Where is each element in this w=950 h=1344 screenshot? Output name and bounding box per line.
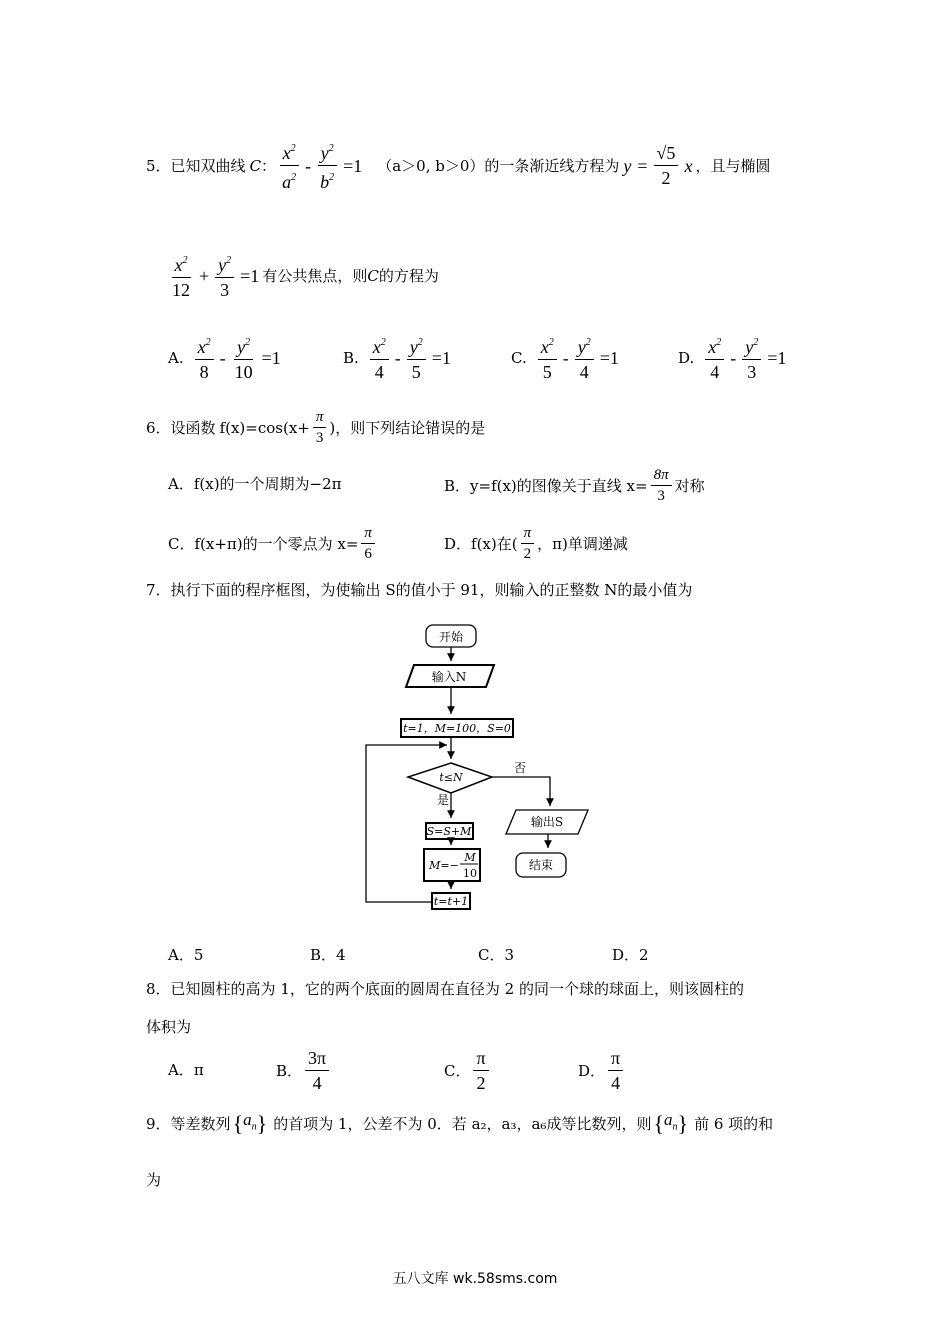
q7-option-d: D．2 [612, 946, 649, 964]
q5-frac-y2b2: $\frac{y^2}{b^2}$ [317, 138, 337, 193]
q8-option-c: C． $\frac{\pi}{2}$ [444, 1047, 492, 1094]
flow-end-label: 结束 [528, 858, 554, 872]
q5-line2 [166, 250, 439, 301]
q8-option-d: D． $\frac{\pi}{4}$ [578, 1047, 626, 1094]
flow-step2-num: M [464, 851, 476, 864]
flow-init-label: t=1，M=100，S=0 [403, 722, 511, 735]
q5-eq1: =1 [343, 155, 363, 176]
flow-step2-label: M=− [429, 859, 459, 872]
q5-ellipse-eq: =1 [240, 265, 260, 286]
flow-start-label: 开始 [438, 630, 464, 644]
q5-text4: 的方程为 [378, 266, 439, 285]
flow-step2-den: 10 [463, 867, 477, 880]
q5-line1 [146, 138, 770, 193]
flow-cond-label: t≤N [439, 771, 463, 784]
q5-var-c2: C [367, 266, 379, 285]
q7-option-a: A．5 [168, 946, 204, 964]
q6-option-d: D．f(x)在( $\frac{\pi}{2}$ ，π)单调递减 [444, 525, 628, 562]
q5-colon: ： [261, 156, 277, 175]
q5-ellipse-frac1: $\frac{x^2}{12}$ [169, 250, 193, 301]
q8-line2: 体积为 [146, 1018, 192, 1036]
q5-asym-y: y [623, 155, 632, 176]
flow-no-label: 否 [513, 761, 527, 775]
flow-output-label: 输出S [530, 815, 564, 829]
q9-line1: 9． 等差数列 { $a_n$ } 的首项为 1，公差不为 0．若 a₂，a₃，a₆成等比数列，则 { $a_n$ } 前 6 项的和 [146, 1110, 774, 1136]
q8-option-a: A．π [168, 1061, 204, 1079]
q7-option-b: B．4 [310, 946, 346, 964]
q5-text3: 有公共焦点，则 [262, 266, 368, 285]
q5-asym-x: x [684, 155, 693, 176]
flow-step3-label: t=t+1 [433, 895, 469, 908]
q5-minus: - [305, 155, 312, 176]
q8-line1: 8． 已知圆柱的高为 1，它的两个底面的圆周在直径为 2 的同一个球的球面上，则该圆柱的 [146, 980, 744, 998]
q6-option-a: A．f(x)的一个周期为−2π [168, 475, 342, 493]
q7-stem: 7． 执行下面的程序框图，为使输出 S的值小于 91，则输入的正整数 N的最小值为 [146, 581, 693, 599]
q5-var-c: C [249, 156, 262, 175]
q7-option-c: C．3 [478, 946, 515, 964]
q5-option-c: C. $\frac{x^2}{5}$ - $\frac{y^2}{4}$ =1 [511, 332, 622, 383]
q5-frac-x2a2: $\frac{x^2}{a^2}$ [279, 138, 299, 193]
flow-yes-label: 是 [436, 793, 450, 807]
q6-option-b: B．y=f(x)的图像关于直线 x= $\frac{8\pi}{3}$ 对称 [444, 467, 705, 504]
q5-asym-frac: $\frac{√5}{2}$ [654, 142, 679, 189]
q5-text2: ，且与椭圆 [695, 156, 771, 175]
q9-line2: 为 [146, 1171, 162, 1189]
q5-option-b: B. $\frac{x^2}{4}$ - $\frac{y^2}{5}$ =1 [343, 332, 454, 383]
q7-flowchart [360, 620, 600, 920]
q5-option-d: D. $\frac{x^2}{4}$ - $\frac{y^2}{3}$ =1 [678, 332, 789, 383]
q5-text1: 已知双曲线 [170, 156, 246, 175]
q5-ellipse-frac2: $\frac{y^2}{3}$ [215, 250, 234, 301]
q6-stem: 6． 设函数 f(x)=cos(x+ $\frac{\pi}{3}$ )，则下列结论错误的是 [146, 409, 486, 446]
footer-watermark: 五八文库 wk.58sms.com [392, 1271, 558, 1287]
q6-option-c: C．f(x+π)的一个零点为 x= $\frac{\pi}{6}$ [168, 524, 378, 563]
q5-number: 5． [146, 156, 171, 175]
q5-asym-eq: = [637, 155, 648, 176]
flow-step1-label: S=S+M [426, 825, 472, 838]
q5-cond: （a＞0, b＞0）的一条渐近线方程为 [377, 156, 620, 175]
q5-plus: + [199, 265, 210, 286]
q8-option-b: B． $\frac{3\pi}{4}$ [276, 1047, 332, 1094]
q5-option-a: A. $\frac{x^2}{8}$ - $\frac{y^2}{10}$ =1 [168, 332, 284, 383]
flow-input-label: 输入N [431, 670, 467, 684]
